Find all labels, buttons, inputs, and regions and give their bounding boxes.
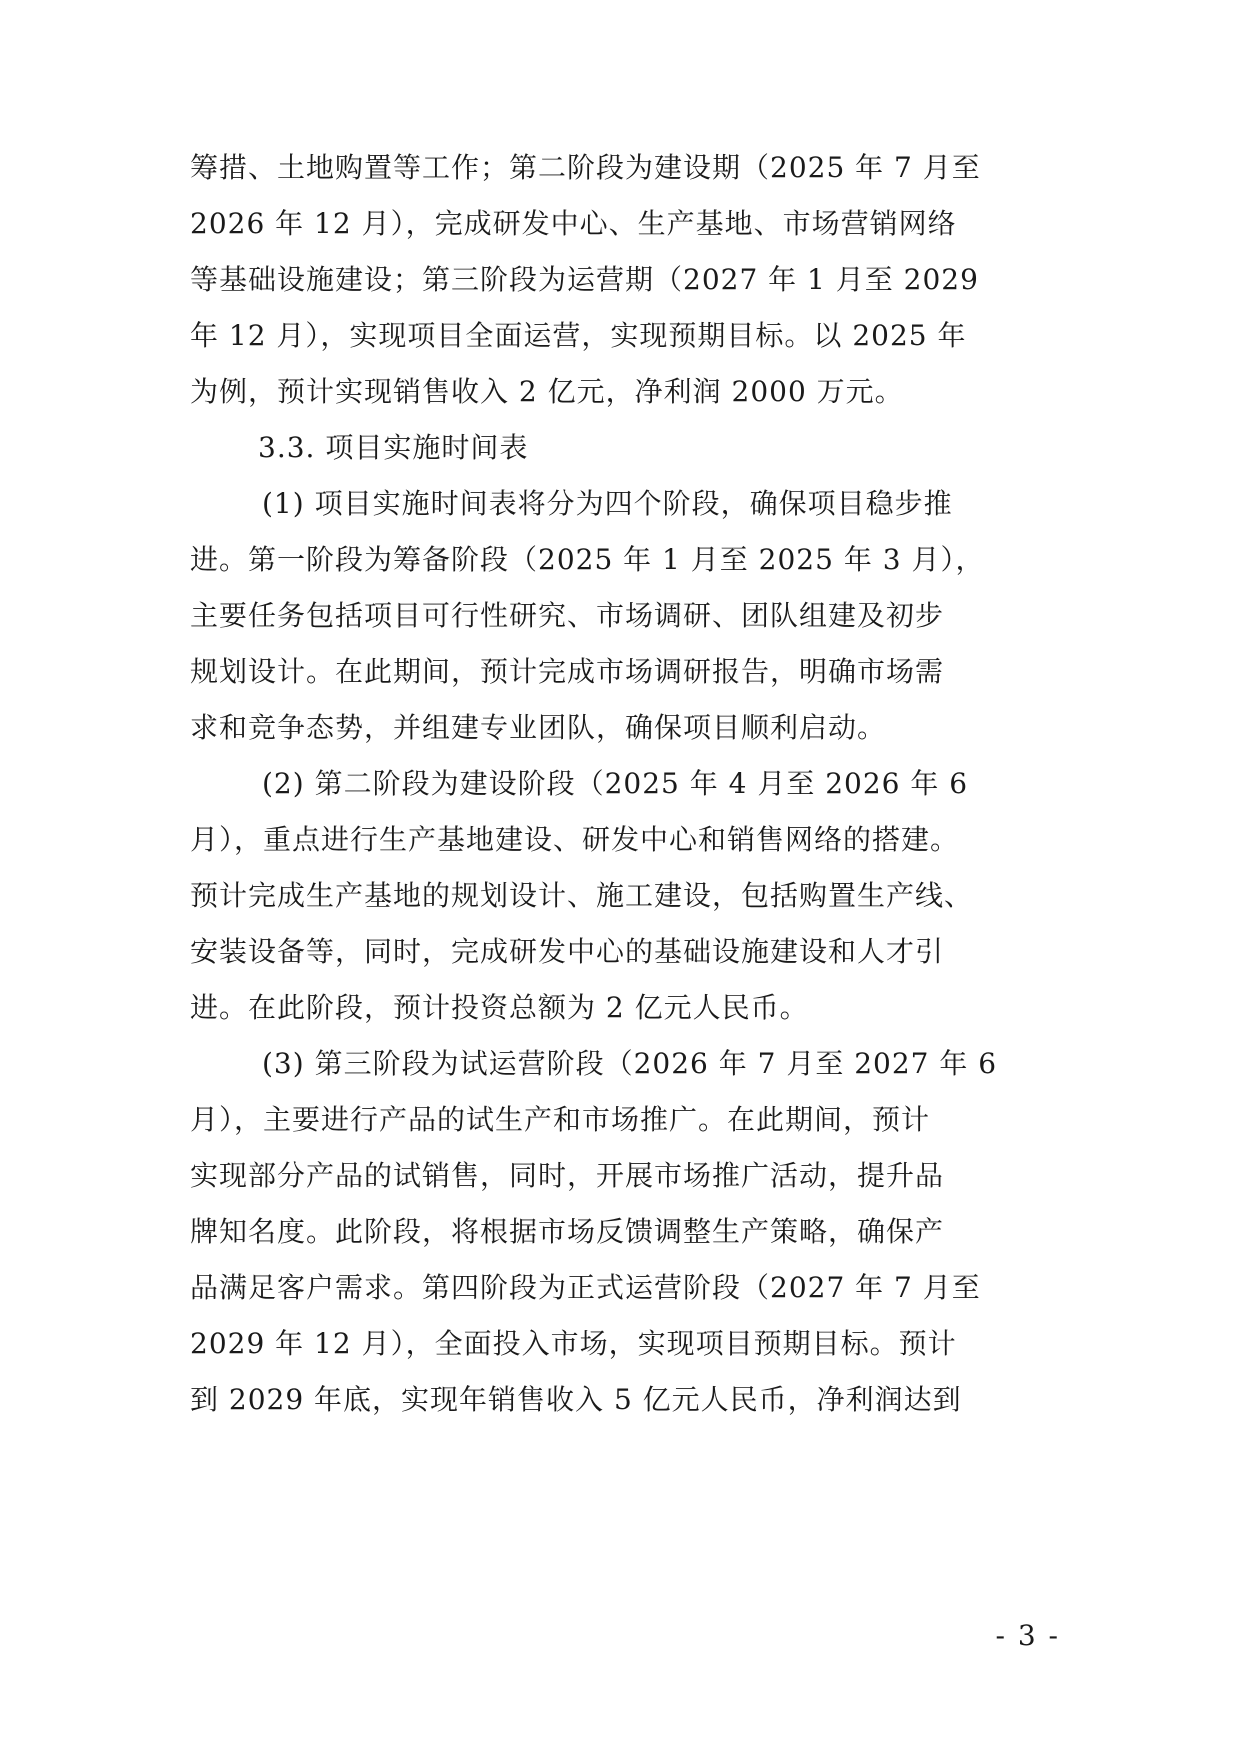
text-line: 等基础设施建设；第三阶段为运营期（2027 年 1 月至 2029 bbox=[190, 263, 979, 296]
section-heading: 3.3. 项目实施时间表 bbox=[258, 431, 529, 464]
text-line: 到 2029 年底，实现年销售收入 5 亿元人民币，净利润达到 bbox=[190, 1383, 962, 1416]
text-line: 牌知名度。此阶段，将根据市场反馈调整生产策略，确保产 bbox=[190, 1215, 945, 1248]
paragraph-start: (2) 第二阶段为建设阶段（2025 年 4 月至 2026 年 6 bbox=[262, 767, 969, 800]
text-line: 主要任务包括项目可行性研究、市场调研、团队组建及初步 bbox=[190, 599, 945, 632]
text-line: 求和竞争态势，并组建专业团队，确保项目顺利启动。 bbox=[190, 711, 887, 744]
text-line: 安装设备等，同时，完成研发中心的基础设施建设和人才引 bbox=[190, 935, 945, 968]
text-line: 年 12 月），实现项目全面运营，实现预期目标。以 2025 年 bbox=[190, 319, 967, 352]
paragraph-start: (3) 第三阶段为试运营阶段（2026 年 7 月至 2027 年 6 bbox=[262, 1047, 998, 1080]
text-line: 2026 年 12 月），完成研发中心、生产基地、市场营销网络 bbox=[190, 207, 957, 240]
text-line: 预计完成生产基地的规划设计、施工建设，包括购置生产线、 bbox=[190, 879, 974, 912]
text-line: 实现部分产品的试销售，同时，开展市场推广活动，提升品 bbox=[190, 1159, 945, 1192]
page-number: - 3 - bbox=[995, 1619, 1060, 1652]
text-line: 月），重点进行生产基地建设、研发中心和销售网络的搭建。 bbox=[190, 823, 960, 856]
text-line: 进。第一阶段为筹备阶段（2025 年 1 月至 2025 年 3 月）， bbox=[190, 543, 985, 576]
text-line: 筹措、土地购置等工作；第二阶段为建设期（2025 年 7 月至 bbox=[190, 151, 981, 184]
text-line: 品满足客户需求。第四阶段为正式运营阶段（2027 年 7 月至 bbox=[190, 1271, 981, 1304]
text-line: 为例，预计实现销售收入 2 亿元，净利润 2000 万元。 bbox=[190, 375, 904, 408]
text-line: 进。在此阶段，预计投资总额为 2 亿元人民币。 bbox=[190, 991, 809, 1024]
paragraph-start: (1) 项目实施时间表将分为四个阶段，确保项目稳步推 bbox=[262, 487, 953, 520]
text-line: 月），主要进行产品的试生产和市场推广。在此期间，预计 bbox=[190, 1103, 931, 1136]
text-line: 2029 年 12 月），全面投入市场，实现项目预期目标。预计 bbox=[190, 1327, 957, 1360]
text-line: 规划设计。在此期间，预计完成市场调研报告，明确市场需 bbox=[190, 655, 945, 688]
